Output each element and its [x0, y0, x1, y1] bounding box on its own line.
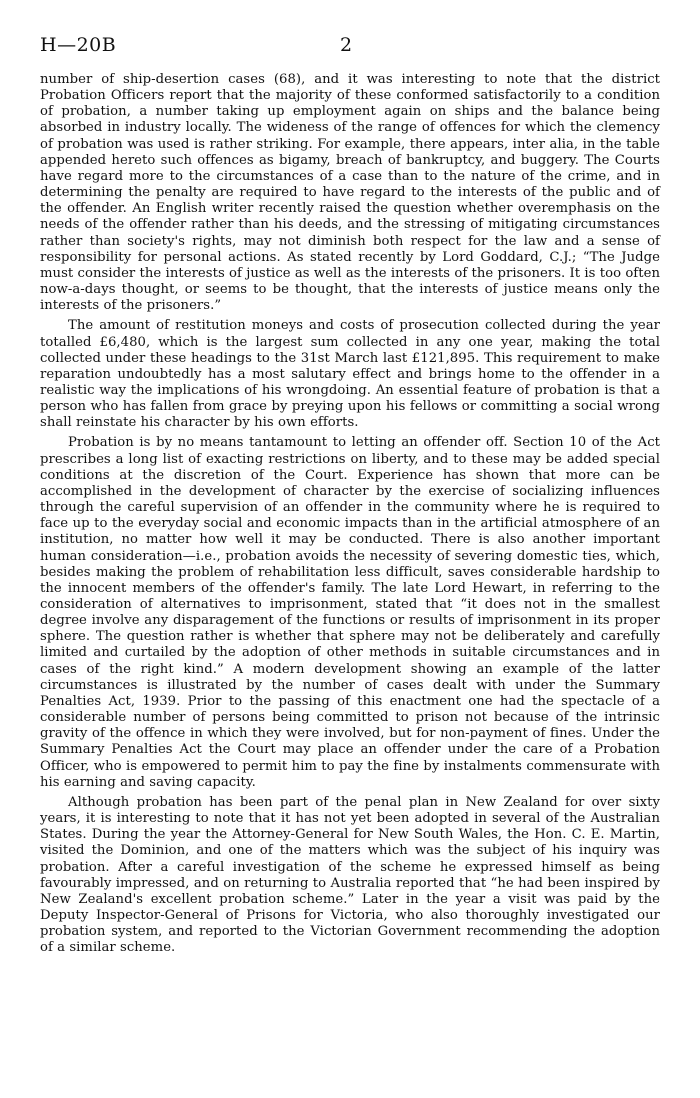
paragraph: number of ship-desertion cases (68), and it was interesting to note that the district Probation Officers report that the majority of these conformed satisfactorily to a condition of probation, a number taking up employment again on ships and the balance being absorbed in industry locally. The wideness of the range of offences for which the clemency of probation was used is rather striking. For example, there appears, inter alia, in the table appended hereto such offences as bigamy, breach of bankruptcy, and buggery. The Courts have regard more to the circumstances of a case than to the nature of the crime, and in determining the penalty are required to have regard to the interests of the public and of the offender. An English writer recently raised the question whether overemphasis on the needs of the offender rather than his deeds, and the stressing of mitigating circumstances rather than society's rights, may not diminish both respect for the law and a sense of responsibility for personal actions. As stated recently by Lord Goddard, C.J.; “The Judge must consider the interests of justice as well as the interests of the prisoners. It is too often now-a-days thought, or seems to be thought, that the interests of justice means only the interests of the prisoners.” — [40, 72, 660, 314]
paragraph: Probation is by no means tantamount to letting an offender off. Section 10 of the Act prescribes a long list of exacting restrictions on liberty, and to these may be added special conditions at the discretion of the Court. Experience has shown that more can be accomplished in the development of character by the exercise of socializing influences through the careful supervision of an offender in the community where he is required to face up to the everyday social and economic impacts than in the artificial atmosphere of an institution, no matter how well it may be conducted. There is also another important human consideration—i.e., probation avoids the necessity of severing domestic ties, which, besides making the problem of rehabilitation less difficult, saves considerable hardship to the innocent members of the offender's family. The late Lord Hewart, in referring to the consideration of alternatives to imprisonment, stated that “it does not in the smallest degree involve any disparagement of the functions or results of imprisonment in its proper sphere. The question rather is whether that sphere may not be deliberately and carefully limited and curtailed by the adoption of other methods in suitable circumstances and in cases of the right kind.” A modern development showing an example of the latter circumstances is illustrated by the number of cases dealt with under the Summary Penalties Act, 1939. Prior to the passing of this enactment one had the spectacle of a considerable number of persons being committed to prison not because of the intrinsic gravity of the offence in which they were involved, but for non-payment of fines. Under the Summary Penalties Act the Court may place an offender under the care of a Probation Officer, who is empowered to permit him to pay the fine by instalments commensurate with his earning and saving capacity. — [40, 435, 660, 790]
paragraph: The amount of restitution moneys and costs of prosecution collected during the year totalled £6,480, which is the largest sum collected in any one year, making the total collected under these headings to the 31st March last £121,895. This requirement to make reparation undoubtedly has a most salutary effect and brings home to the offender in a realistic way the implications of his wrongdoing. An essential feature of probation is that a person who has fallen from grace by preying upon his fellows or committing a social wrong shall reinstate his character by his own efforts. — [40, 318, 660, 431]
document-reference: H—20B — [40, 34, 117, 56]
page-number: 2 — [340, 34, 353, 56]
document-body — [40, 72, 660, 956]
paragraph: Although probation has been part of the penal plan in New Zealand for over sixty years, it is interesting to note that it has not yet been adopted in several of the Australian States. During the year the Attorney-General for New South Wales, the Hon. C. E. Martin, visited the Dominion, and one of the matters which was the subject of his inquiry was probation. After a careful investigation of the scheme he expressed himself as being favourably impressed, and on returning to Australia reported that “he had been inspired by New Zealand's excellent probation scheme.” Later in the year a visit was paid by the Deputy Inspector-General of Prisons for Victoria, who also thoroughly investigated our probation system, and reported to the Victorian Government recommending the adoption of a similar scheme. — [40, 794, 660, 956]
page-header — [40, 34, 660, 58]
